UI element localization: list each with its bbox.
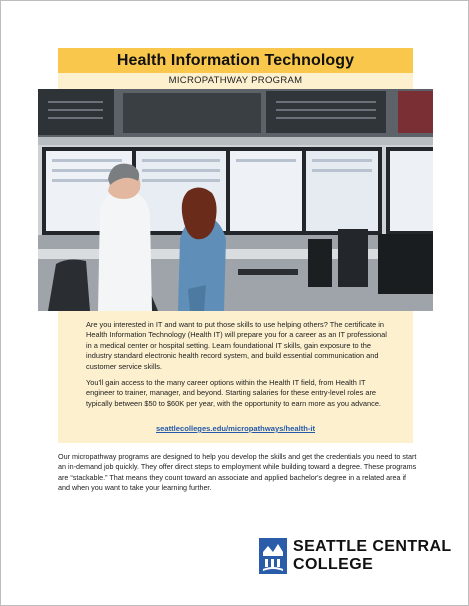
program-description: Our micropathway programs are designed to help you develop the skills and get the credentials you need to start an in-demand job quickly. They offer direct steps to employment while building toward a degree. These programs are “stackable.” That means they count toward an associate and applied bachelor's degree in a related area if and when you want to take your learning further. (58, 452, 417, 492)
college-logo (259, 536, 452, 576)
logo-line-2: COLLEGE (293, 556, 374, 573)
intro-paragraph-1: Are you interested in IT and want to put those skills to use helping others? The certificate in Health Information Technology (Health IT) will prepare you for a career as an IT professional in a medical center or hospital setting. Learn foundational IT skills, gain exposure to the industry standard electronic health record system, and build essential communication and customer service skills. (86, 320, 387, 371)
program-link[interactable]: seattlecolleges.edu/micropathways/health-it (155, 424, 316, 433)
page-title: Health Information Technology (116, 52, 355, 69)
logo-line-1: SEATTLE CENTRAL (293, 538, 452, 555)
intro-paragraph-2: You'll gain access to the many career options within the Health IT field, from Health IT engineer to trainer, manager, and beyond. Starting salaries for these entry-level roles are typically between $50 to $60K per year, with the opportunity to earn more as you advance. (86, 378, 381, 408)
title-band (58, 48, 413, 73)
hospital-control-room-photo (38, 89, 433, 311)
photo-illustration (38, 89, 433, 311)
seattle-central-logo-icon (259, 538, 287, 574)
page-subtitle: MICROPATHWAY PROGRAM (168, 75, 303, 86)
